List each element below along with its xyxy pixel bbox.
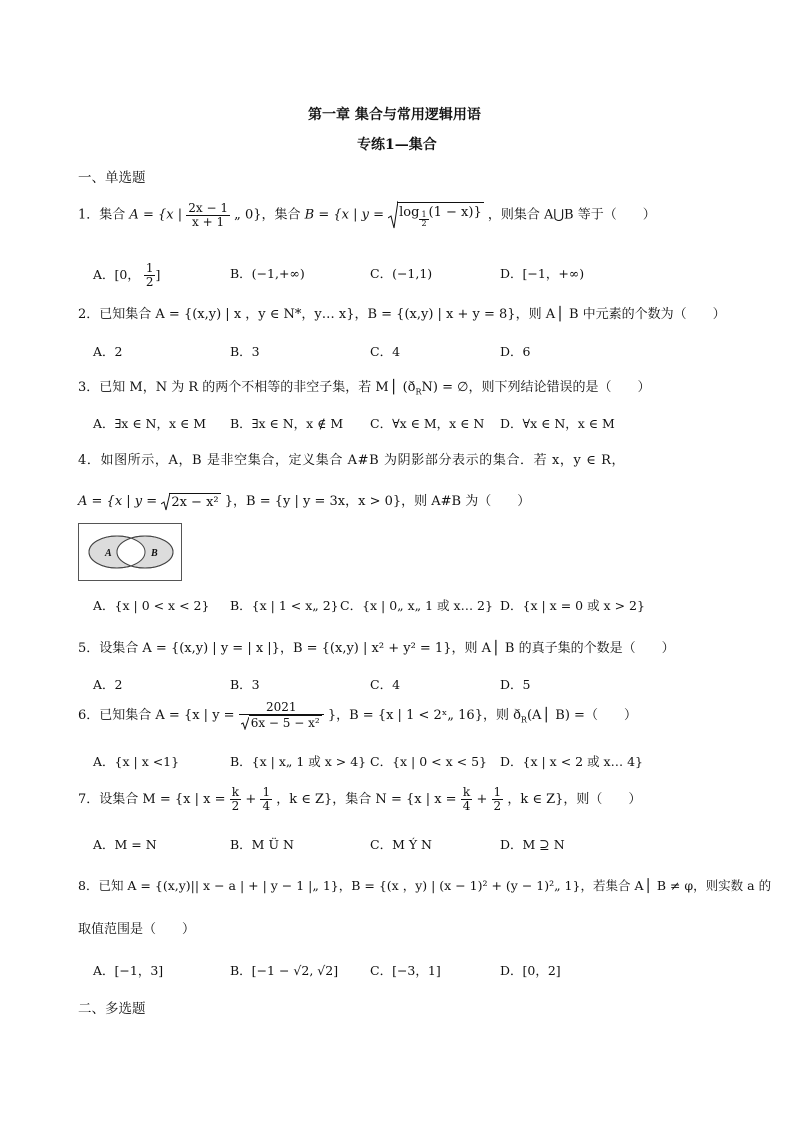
sqrt-sign-icon [241, 716, 249, 730]
q7-frac-2 [260, 786, 272, 813]
question-2: 2．已知集合 A = {(x,y) | x ，y ∈ N*，y… x}，B = {(x,y) | x + y = 8}，则 A⎪ B 中元素的个数为（ ） [78, 307, 726, 322]
q1-option-b[interactable]: B．(−1,+∞) [230, 266, 305, 281]
question-7 [78, 786, 641, 813]
q8-option-b[interactable]: B．[−1 − √2, √2] [230, 963, 339, 978]
q1-option-a[interactable] [93, 262, 160, 289]
q7-f2-num: 1 [262, 785, 271, 799]
q7-option-b[interactable]: B．M Ü N [230, 837, 294, 852]
page-subtitle: 专练1—集合 [357, 137, 437, 153]
q1-log-arg: (1 − x)} [428, 205, 482, 220]
q3-text-sub: R [415, 387, 422, 397]
q4-option-a[interactable]: A．{x | 0 < x < 2} [93, 598, 210, 613]
q7-frac-3 [461, 786, 473, 813]
q2-option-b[interactable]: B．3 [230, 344, 260, 359]
q6-suffix-rest: (A⎪ B) =（ ） [526, 708, 637, 723]
q7-f1-num: k [230, 786, 242, 800]
venn-diagram [78, 523, 182, 581]
q1-log-base-num: 1 [421, 210, 427, 219]
q5-option-b[interactable]: B．3 [230, 677, 260, 692]
q6-suffix: }，B = {x | 1 < 2ˣ„ 16}，则 ð [327, 708, 521, 723]
q1-frac-num: 2x − 1 [188, 200, 228, 215]
q1-option-a-frac [144, 262, 156, 289]
q1-sqrt: log $\frac{1}{2}$ (1 − x)} [388, 200, 484, 230]
question-6 [78, 701, 637, 730]
q5-option-a[interactable]: A．2 [93, 677, 123, 692]
q4-option-b[interactable]: B．{x | 1 < x„ 2} [230, 598, 339, 613]
question-5: 5．设集合 A = {(x,y) | y = | x |}，B = {(x,y) | x² + y² = 1}，则 A⎪ B 的真子集的个数是（ ） [78, 641, 675, 656]
q3-option-c[interactable]: C．∀x ∈ M，x ∈ N [370, 416, 485, 431]
q7-suffix: ，k ∈ Z}，则（ ） [507, 792, 642, 807]
section-multi-choice: 二、多选题 [78, 1001, 146, 1017]
q8-option-d[interactable]: D．[0，2] [500, 963, 561, 978]
q7-plus-2: + [476, 792, 488, 807]
q1-option-d[interactable]: D．[−1，+∞) [500, 266, 585, 281]
q1-set-b: B = {x | y = [304, 207, 384, 223]
q6-option-c[interactable]: C．{x | 0 < x < 5} [370, 754, 487, 769]
q7-f2-den: 4 [262, 799, 271, 813]
q6-option-a[interactable]: A．{x | x <1} [93, 754, 180, 769]
q1-optA-num: 1 [145, 261, 154, 275]
q5-option-c[interactable]: C．4 [370, 677, 401, 692]
q7-f3-num: k [461, 786, 473, 800]
q6-frac-den: 6x − 5 − x² [250, 715, 320, 730]
q1-prefix: 1．集合 [78, 207, 126, 223]
q8-option-a[interactable]: A．[−1，3] [93, 963, 164, 978]
q8-option-c[interactable]: C．[−3，1] [370, 963, 441, 978]
q3-option-b[interactable]: B．∃x ∈ N，x ∉ M [230, 416, 344, 431]
q7-mid: ，k ∈ Z}，集合 N = {x | x = [276, 792, 457, 807]
q3-text-rest: N) = ∅，则下列结论错误的是（ ） [421, 380, 651, 395]
q4-sqrt [161, 492, 220, 512]
venn-label-b: B [151, 548, 158, 559]
q3-option-a[interactable]: A．∃x ∈ N，x ∈ M [93, 416, 207, 431]
q1-option-c[interactable]: C．(−1,1) [370, 266, 433, 281]
q7-option-d[interactable]: D．M ⊇ N [500, 837, 565, 852]
q1-suffix: ，则集合 A⋃B 等于（ ） [487, 207, 656, 223]
q4-option-c[interactable]: C．{x | 0„ x„ 1 或 x… 2} [340, 598, 493, 613]
q6-option-d[interactable]: D．{x | x < 2 或 x… 4} [500, 754, 643, 769]
q4-option-d[interactable]: D．{x | x = 0 或 x > 2} [500, 598, 645, 613]
q1-set-a-left: A = {x | [129, 207, 183, 223]
q1-set-a-right: „ 0}，集合 [234, 207, 301, 223]
q1-frac-den: x + 1 [192, 214, 225, 229]
q7-f3-den: 4 [462, 799, 471, 813]
q1-optA-den: 2 [145, 275, 154, 289]
q2-option-d[interactable]: D．6 [500, 344, 531, 359]
venn-svg [79, 524, 181, 580]
q6-prefix: 6．已知集合 A = {x | y = [78, 708, 235, 723]
q6-fraction [239, 701, 324, 730]
q3-option-d[interactable]: D．∀x ∈ N，x ∈ M [500, 416, 615, 431]
q7-prefix: 7．设集合 M = {x | x = [78, 792, 226, 807]
question-8-line1: 8．已知 A = {(x,y)|| x − a | + | y − 1 |„ 1}，B = {(x ，y) | (x − 1)² + (y − 1)²„ 1}，若集合 A⎪ B ≠ φ，则实数 a 的 [78, 878, 772, 893]
page-title: 第一章 集合与常用逻辑用语 [308, 107, 481, 123]
q7-f1-den: 2 [231, 799, 240, 813]
q7-option-c[interactable]: C．M Ý N [370, 837, 432, 852]
q2-option-c[interactable]: C．4 [370, 344, 401, 359]
q3-text: 3．已知 M，N 为 R 的两个不相等的非空子集，若 M⎪ (ð [78, 380, 416, 395]
venn-label-a: A [105, 548, 112, 559]
question-1 [78, 200, 656, 230]
q7-frac-4 [492, 786, 504, 813]
q7-f4-num: 1 [493, 785, 502, 799]
question-4-line1: 4．如图所示，A，B 是非空集合，定义集合 A#B 为阴影部分表示的集合．若 x，y ∈ R， [78, 453, 626, 468]
q1-log-base-den: 2 [421, 219, 427, 228]
q6-suffix-sub: R [520, 715, 527, 725]
q5-option-d[interactable]: D．5 [500, 677, 531, 692]
q1-fraction [186, 202, 230, 229]
q7-plus-1: + [245, 792, 257, 807]
q2-option-a[interactable]: A．2 [93, 344, 123, 359]
question-3 [78, 376, 650, 397]
q4-line2-b: }，B = {y | y = 3x，x > 0}，则 A#B 为（ ） [224, 494, 531, 509]
q4-line2-a: A = {x | y = [78, 494, 158, 509]
q6-option-b[interactable]: B．{x | x„ 1 或 x > 4} [230, 754, 367, 769]
q6-frac-den-wrap [239, 715, 324, 730]
q7-f4-den: 2 [493, 799, 502, 813]
q7-option-a[interactable]: A．M = N [93, 837, 157, 852]
q4-sqrt-content: 2x − x² [171, 495, 219, 510]
q7-frac-1 [230, 786, 242, 813]
q6-frac-num: 2021 [239, 701, 324, 715]
section-single-choice: 一、单选题 [78, 170, 146, 186]
q1-optA-close: ] [155, 267, 161, 282]
question-8-line2: 取值范围是（ ） [78, 922, 196, 937]
question-4-line2 [78, 490, 530, 512]
q1-option-a-label: A．[0， [93, 267, 140, 282]
